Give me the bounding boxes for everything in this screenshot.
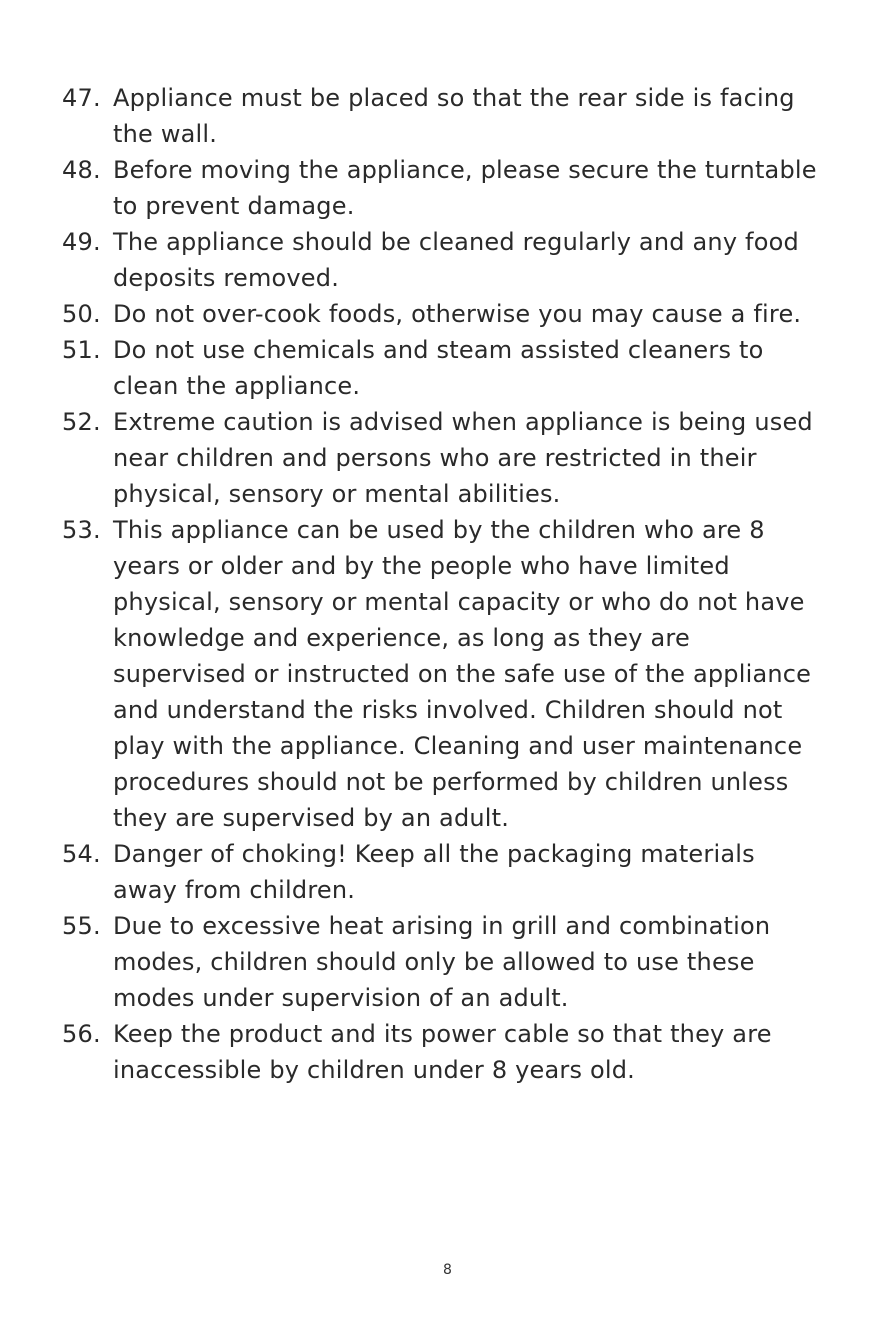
safety-instructions-list: [62, 80, 852, 1088]
list-item: [62, 1016, 852, 1088]
item-text-line: away from children.: [113, 876, 356, 904]
item-text-line: modes, children should only be allowed to use these: [113, 948, 755, 976]
item-text-line: knowledge and experience, as long as they are: [113, 624, 690, 652]
item-text-line: physical, sensory or mental capacity or who do not have: [113, 588, 805, 616]
item-text-line: supervised or instructed on the safe use of the appliance: [113, 660, 812, 688]
item-text-line: procedures should not be performed by children unless: [113, 768, 789, 796]
list-item: [62, 80, 852, 152]
list-item: [62, 224, 852, 296]
list-item: [62, 836, 852, 908]
item-text-line: The appliance should be cleaned regularly and any food: [113, 228, 799, 256]
item-text-line: Due to excessive heat arising in grill and combination: [113, 912, 771, 940]
item-text: [113, 1016, 852, 1088]
item-text-line: near children and persons who are restricted in their: [113, 444, 757, 472]
item-text-line: Do not over-cook foods, otherwise you may cause a fire.: [113, 300, 802, 328]
item-text-line: This appliance can be used by the children who are 8: [113, 516, 765, 544]
item-text: [113, 836, 852, 908]
item-text-line: the wall.: [113, 120, 218, 148]
item-text-line: Extreme caution is advised when appliance is being used: [113, 408, 813, 436]
page-number: 8: [443, 1262, 452, 1278]
item-text-line: years or older and by the people who have limited: [113, 552, 730, 580]
item-number: 47.: [62, 84, 101, 112]
item-number: 49.: [62, 228, 101, 256]
item-text-line: Do not use chemicals and steam assisted cleaners to: [113, 336, 764, 364]
item-text-line: Before moving the appliance, please secure the turntable: [113, 156, 817, 184]
item-number: 50.: [62, 300, 101, 328]
list-item: [62, 404, 852, 512]
item-number: 54.: [62, 840, 101, 868]
item-text-line: play with the appliance. Cleaning and user maintenance: [113, 732, 803, 760]
item-text-line: to prevent damage.: [113, 192, 355, 220]
item-text-line: clean the appliance.: [113, 372, 361, 400]
item-number: 51.: [62, 336, 101, 364]
item-text-line: modes under supervision of an adult.: [113, 984, 569, 1012]
list-item: [62, 296, 852, 332]
item-text-line: deposits removed.: [113, 264, 340, 292]
item-text: [113, 80, 852, 152]
list-item: [62, 512, 852, 836]
item-text: [113, 908, 852, 1016]
item-text: [113, 224, 852, 296]
item-text-line: Keep the product and its power cable so that they are: [113, 1020, 772, 1048]
list-item: [62, 152, 852, 224]
item-number: 53.: [62, 516, 101, 544]
item-text-line: Appliance must be placed so that the rear side is facing: [113, 84, 795, 112]
item-number: 52.: [62, 408, 101, 436]
item-text: [113, 296, 852, 332]
item-text-line: physical, sensory or mental abilities.: [113, 480, 561, 508]
item-text-line: Danger of choking! Keep all the packaging materials: [113, 840, 755, 868]
item-number: 55.: [62, 912, 101, 940]
list-item: [62, 908, 852, 1016]
item-text-line: inaccessible by children under 8 years old.: [113, 1056, 636, 1084]
item-number: 56.: [62, 1020, 101, 1048]
item-number: 48.: [62, 156, 101, 184]
list-item: [62, 332, 852, 404]
item-text: [113, 512, 852, 836]
item-text: [113, 404, 852, 512]
item-text: [113, 332, 852, 404]
item-text: [113, 152, 852, 224]
item-text-line: they are supervised by an adult.: [113, 804, 510, 832]
item-text-line: and understand the risks involved. Children should not: [113, 696, 783, 724]
